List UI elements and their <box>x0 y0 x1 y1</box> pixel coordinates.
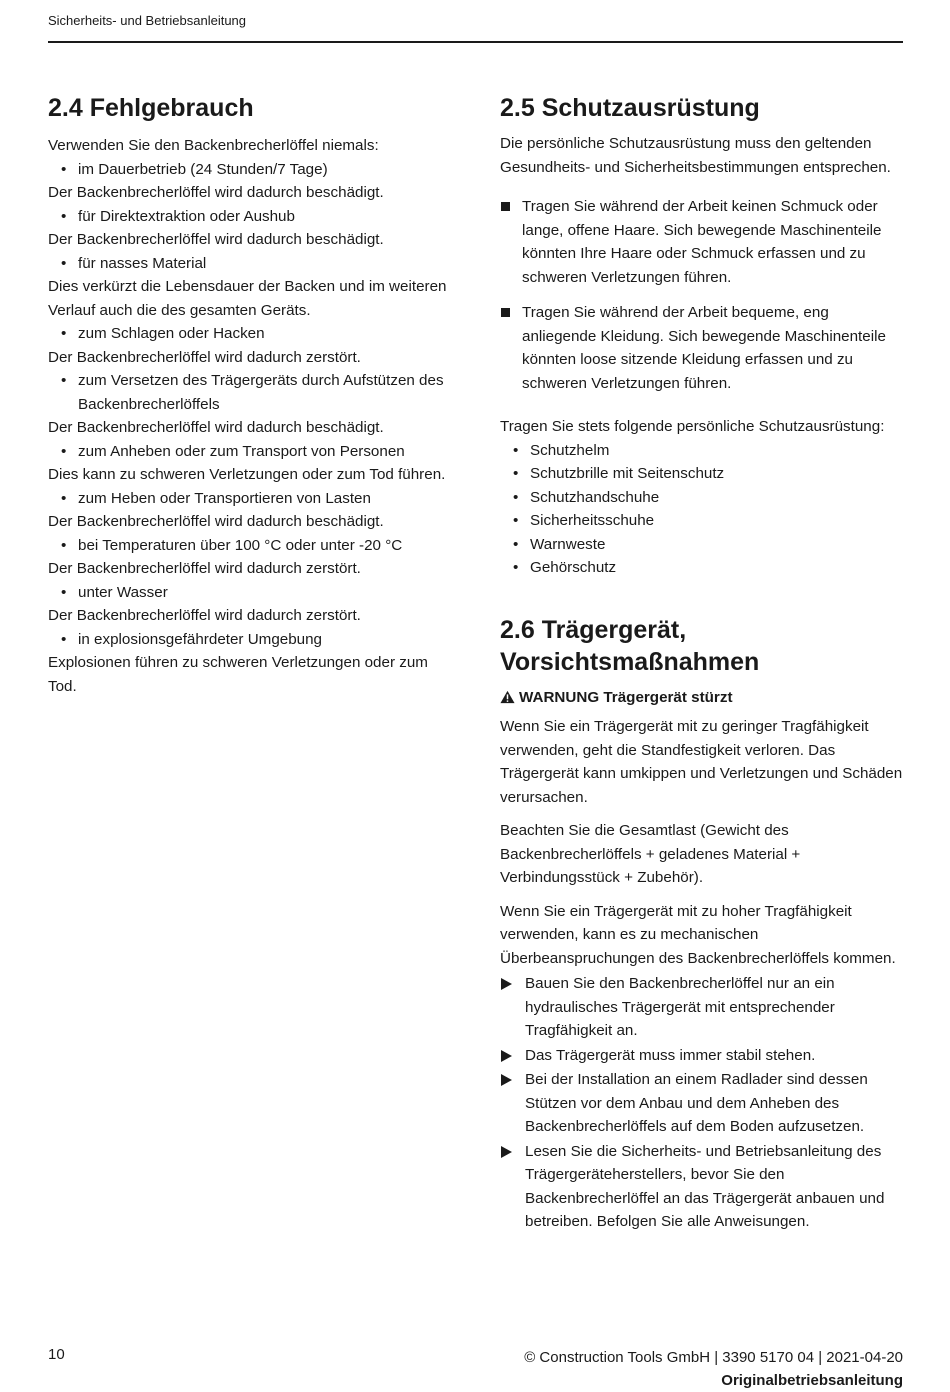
section-protective-equipment <box>500 92 905 580</box>
bullet-icon: • <box>61 254 67 272</box>
heading-protective-equipment: 2.5 Schutzausrüstung <box>500 94 760 122</box>
hazard-item <box>500 195 905 289</box>
hazard-item <box>500 301 905 395</box>
misuse-item <box>48 581 453 628</box>
misuse-item <box>48 534 453 581</box>
action-text: Lesen Sie die Sicherheits- und Betriebsanleitung des Trägergeräteherstellers, bevor Sie den Backenbrecherlöffel an das Trägergerät anbauen und betreiben. Befolgen Sie alle Anweisungen. <box>525 1142 885 1230</box>
ppe-item <box>500 509 905 533</box>
hazard-text: Tragen Sie während der Arbeit keinen Schmuck oder lange, offene Haare. Sich bewegende Maschinenteile könnten Ihre Haare oder Schmuck erfassen und zu schweren Verletzungen führen. <box>522 198 882 286</box>
ppe-label: Warnweste <box>530 535 606 553</box>
bullet-icon: • <box>61 207 67 225</box>
page-number: 10 <box>48 1346 65 1363</box>
ppe-label: Gehörschutz <box>530 559 617 576</box>
ppe-item <box>500 556 905 580</box>
misuse-item <box>48 205 453 252</box>
misuse-bullet: in explosionsgefährdeter Umgebung <box>78 630 323 648</box>
bullet-icon: • <box>61 442 67 460</box>
misuse-consequence: Der Backenbrecherlöffel wird dadurch zerstört. <box>48 348 361 366</box>
page-footer <box>524 1346 903 1392</box>
misuse-list <box>48 158 453 699</box>
warning-text: WARNUNG Trägergerät stürzt <box>519 688 733 706</box>
carrier-paragraph: Wenn Sie ein Trägergerät mit zu hoher Tragfähigkeit verwenden, kann es zu mechanischen Überbeanspruchungen des Backenbrecherlöffels kommen. <box>500 902 896 967</box>
ppe-label: Schutzhelm <box>530 441 610 459</box>
misuse-bullet: für nasses Material <box>78 254 207 272</box>
carrier-paragraph: Wenn Sie ein Trägergerät mit zu geringer Tragfähigkeit verwenden, geht die Standfestigkeit verloren. Das Trägergerät kann umkippen und Verletzungen und Schäden verursachen. <box>500 718 903 806</box>
arrow-right-icon <box>501 978 512 990</box>
misuse-consequence: Der Backenbrecherlöffel wird dadurch beschädigt. <box>48 231 384 248</box>
arrow-right-icon <box>501 1074 512 1086</box>
footer-copyright: © Construction Tools GmbH | 3390 5170 04 | 2021-04-20 <box>524 1349 903 1366</box>
misuse-consequence: Der Backenbrecherlöffel wird dadurch beschädigt. <box>48 184 384 201</box>
bullet-icon: • <box>61 372 67 389</box>
page-header <box>48 12 903 43</box>
misuse-bullet: bei Temperaturen über 100 °C oder unter -20 °C <box>78 536 403 554</box>
bullet-icon: • <box>513 441 519 459</box>
warning-label <box>500 686 905 710</box>
section-misuse <box>48 92 453 698</box>
misuse-consequence: Dies kann zu schweren Verletzungen oder zum Tod führen. <box>48 466 446 483</box>
misuse-item <box>48 628 453 699</box>
ppe-item <box>500 439 905 463</box>
action-text: Bauen Sie den Backenbrecherlöffel nur an ein hydraulisches Trägergerät mit entsprechender Tragfähigkeit an. <box>525 975 835 1039</box>
misuse-consequence: Dies verkürzt die Lebensdauer der Backen und im weiteren Verlauf auch die des gesamten Geräts. <box>48 278 447 319</box>
action-item <box>500 972 905 1043</box>
misuse-item <box>48 158 453 205</box>
misuse-consequence: Der Backenbrecherlöffel wird dadurch beschädigt. <box>48 419 384 436</box>
misuse-consequence: Der Backenbrecherlöffel wird dadurch zerstört. <box>48 607 361 624</box>
misuse-item <box>48 440 453 487</box>
misuse-bullet: zum Schlagen oder Hacken <box>78 325 265 342</box>
ppe-list <box>500 439 905 580</box>
arrow-right-icon <box>501 1050 512 1062</box>
ppe-item <box>500 486 905 510</box>
misuse-bullet: unter Wasser <box>78 583 168 601</box>
header-title: Sicherheits- und Betriebsanleitung <box>48 13 247 28</box>
right-column <box>500 92 905 1235</box>
ppe-label: Schutzbrille mit Seitenschutz <box>530 465 725 482</box>
misuse-bullet: für Direktextraktion oder Aushub <box>78 207 295 225</box>
bullet-icon: • <box>61 536 67 554</box>
misuse-consequence: Explosionen führen zu schweren Verletzungen oder zum Tod. <box>48 654 428 695</box>
ppe-item <box>500 533 905 557</box>
bullet-icon: • <box>513 559 519 576</box>
bullet-icon: • <box>61 583 67 601</box>
square-bullet-icon <box>501 202 510 211</box>
bullet-icon: • <box>61 160 67 178</box>
bullet-icon: • <box>513 488 519 506</box>
carrier-paragraph: Beachten Sie die Gesamtlast (Gewicht des Backenbrecherlöffels + geladenes Material + Verbindungsstück + Zubehör). <box>500 822 801 886</box>
ppe-intro-paragraph: Die persönliche Schutzausrüstung muss den geltenden Gesundheits- und Sicherheitsbestimmungen entsprechen. <box>500 135 891 176</box>
heading-line-1: 2.6 Trägergerät, <box>500 615 687 644</box>
action-text: Bei der Installation an einem Radlader sind dessen Stützen vor dem Anbau und dem Anheben des Backenbrecherlöffels auf dem Boden aufzusetzen. <box>525 1071 868 1135</box>
ppe-label: Sicherheitsschuhe <box>530 512 655 529</box>
misuse-item <box>48 487 453 534</box>
misuse-bullet: zum Heben oder Transportieren von Lasten <box>78 489 371 507</box>
bullet-icon: • <box>61 489 67 507</box>
misuse-item <box>48 252 453 323</box>
misuse-consequence: Der Backenbrecherlöffel wird dadurch zerstört. <box>48 560 361 577</box>
misuse-consequence: Der Backenbrecherlöffel wird dadurch beschädigt. <box>48 513 384 530</box>
bullet-icon: • <box>61 630 67 648</box>
ppe-label: Schutzhandschuhe <box>530 488 660 506</box>
action-item <box>500 1068 905 1139</box>
hazard-list <box>500 195 905 395</box>
misuse-intro: Verwenden Sie den Backenbrecherlöffel niemals: <box>48 137 379 154</box>
misuse-bullet: zum Versetzen des Trägergeräts durch Aufstützen des Backenbrecherlöffels <box>78 372 444 413</box>
bullet-icon: • <box>513 512 519 529</box>
action-text: Das Trägergerät muss immer stabil stehen. <box>525 1046 816 1064</box>
ppe-list-intro: Tragen Sie stets folgende persönliche Schutzausrüstung: <box>500 418 885 435</box>
ppe-item <box>500 462 905 486</box>
bullet-icon: • <box>513 535 519 553</box>
action-list <box>500 972 905 1234</box>
action-item <box>500 1044 905 1068</box>
warning-triangle-icon <box>500 690 515 704</box>
heading-line-2: Vorsichtsmaßnahmen <box>500 647 760 676</box>
bullet-icon: • <box>61 325 67 342</box>
misuse-item <box>48 369 453 440</box>
misuse-item <box>48 322 453 369</box>
misuse-bullet: im Dauerbetrieb (24 Stunden/7 Tage) <box>78 160 328 178</box>
heading-misuse: 2.4 Fehlgebrauch <box>48 94 254 122</box>
bullet-icon: • <box>513 465 519 482</box>
arrow-right-icon <box>501 1146 512 1158</box>
action-item <box>500 1140 905 1234</box>
square-bullet-icon <box>501 308 510 317</box>
section-carrier-precautions <box>500 614 905 1234</box>
misuse-bullet: zum Anheben oder zum Transport von Personen <box>78 442 405 460</box>
footer-doc-type: Originalbetriebsanleitung <box>721 1372 903 1389</box>
heading-carrier-precautions <box>500 614 905 678</box>
hazard-text: Tragen Sie während der Arbeit bequeme, eng anliegende Kleidung. Sich bewegende Maschinenteile könnten loose sitzende Kleidung erfassen und zu schweren Verletzungen führen. <box>522 304 886 392</box>
